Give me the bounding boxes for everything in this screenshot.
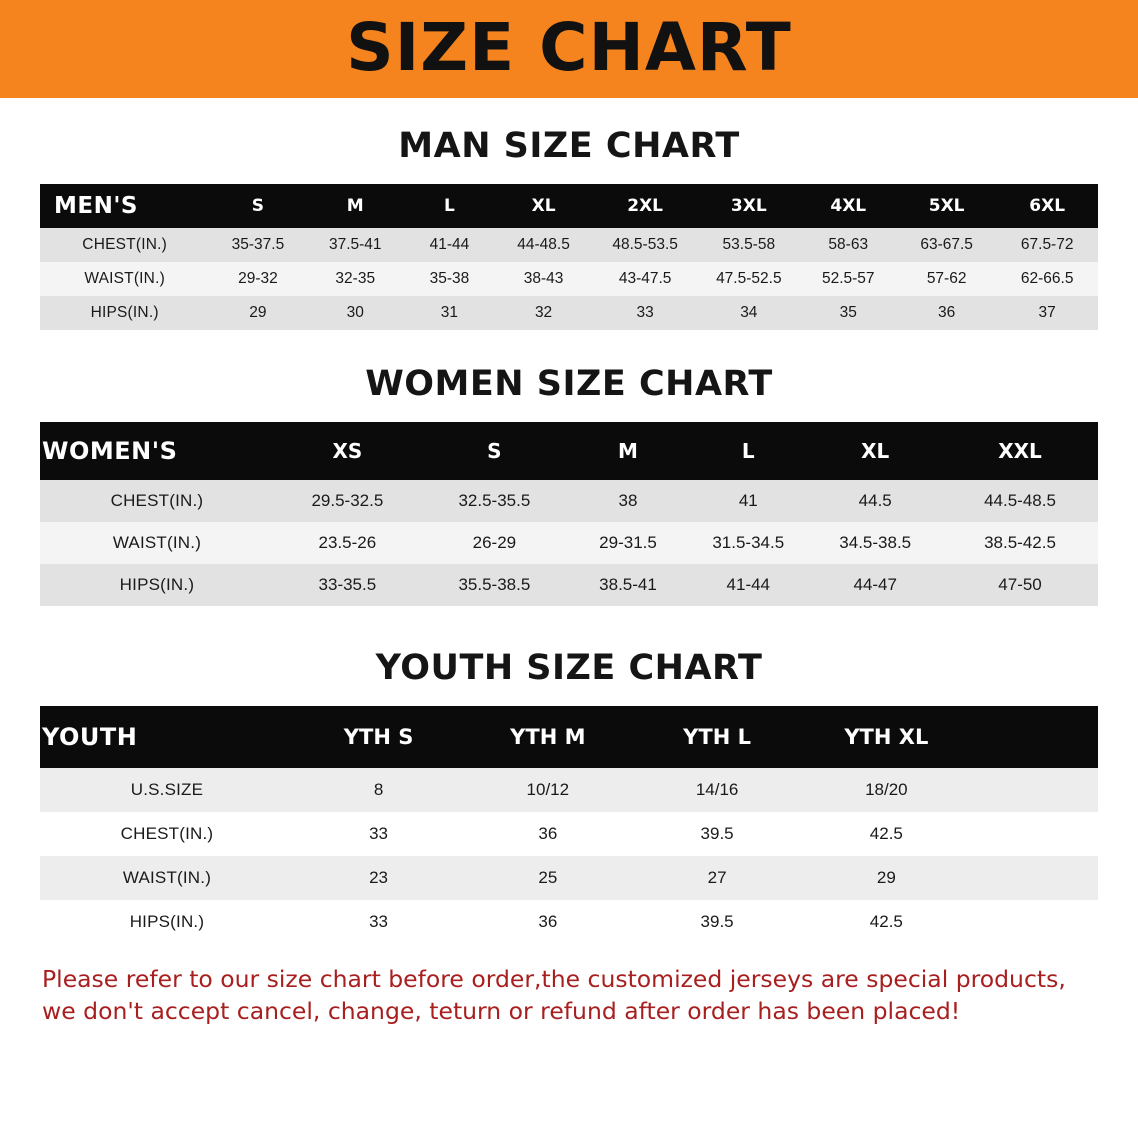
youth-cell-spacer bbox=[971, 856, 1098, 900]
youth-cell: 39.5 bbox=[632, 812, 801, 856]
youth-table-header-row bbox=[40, 706, 1098, 768]
youth-section-heading: YOUTH SIZE CHART bbox=[375, 648, 763, 688]
youth-cell: 36 bbox=[463, 900, 632, 944]
women-cell: 35.5-38.5 bbox=[421, 564, 568, 606]
man-cell: 53.5-58 bbox=[698, 228, 800, 262]
women-cell: 32.5-35.5 bbox=[421, 480, 568, 522]
man-cell: 29 bbox=[209, 296, 306, 330]
women-cell: 44.5 bbox=[808, 480, 942, 522]
women-table-wrapper bbox=[0, 422, 1138, 606]
women-header-cell: XS bbox=[274, 422, 421, 480]
women-header-cell: XXL bbox=[942, 422, 1098, 480]
man-row-label: HIPS(IN.) bbox=[40, 296, 209, 330]
man-cell: 33 bbox=[592, 296, 698, 330]
man-header-cell: MEN'S bbox=[40, 184, 209, 228]
man-header-cell: XL bbox=[495, 184, 592, 228]
women-header-cell: WOMEN'S bbox=[40, 422, 274, 480]
women-cell: 33-35.5 bbox=[274, 564, 421, 606]
man-table-wrapper bbox=[0, 184, 1138, 330]
order-policy-note-line2: we don't accept cancel, change, teturn or refund after order has been placed! bbox=[42, 996, 961, 1025]
man-header-cell: 4XL bbox=[800, 184, 897, 228]
women-cell: 38 bbox=[568, 480, 688, 522]
women-cell: 38.5-42.5 bbox=[942, 522, 1098, 564]
women-cell: 23.5-26 bbox=[274, 522, 421, 564]
table-row bbox=[40, 564, 1098, 606]
youth-header-cell: YTH L bbox=[632, 706, 801, 768]
man-cell: 41-44 bbox=[404, 228, 495, 262]
man-header-cell: L bbox=[404, 184, 495, 228]
table-row bbox=[40, 768, 1098, 812]
man-cell: 35-37.5 bbox=[209, 228, 306, 262]
man-cell: 31 bbox=[404, 296, 495, 330]
women-cell: 47-50 bbox=[942, 564, 1098, 606]
women-table-header-row bbox=[40, 422, 1098, 480]
youth-cell: 18/20 bbox=[802, 768, 971, 812]
man-cell: 58-63 bbox=[800, 228, 897, 262]
table-row bbox=[40, 522, 1098, 564]
youth-cell: 29 bbox=[802, 856, 971, 900]
man-cell: 38-43 bbox=[495, 262, 592, 296]
table-row bbox=[40, 856, 1098, 900]
women-size-table bbox=[40, 422, 1098, 606]
man-cell: 48.5-53.5 bbox=[592, 228, 698, 262]
youth-cell: 14/16 bbox=[632, 768, 801, 812]
women-cell: 29-31.5 bbox=[568, 522, 688, 564]
women-cell: 44-47 bbox=[808, 564, 942, 606]
youth-cell-spacer bbox=[971, 768, 1098, 812]
man-size-table bbox=[40, 184, 1098, 330]
women-cell: 31.5-34.5 bbox=[688, 522, 808, 564]
women-row-label: WAIST(IN.) bbox=[40, 522, 274, 564]
man-cell: 36 bbox=[897, 296, 996, 330]
man-table-header-row bbox=[40, 184, 1098, 228]
page-title: SIZE CHART bbox=[346, 9, 792, 86]
youth-row-label: HIPS(IN.) bbox=[40, 900, 294, 944]
youth-header-cell: YTH XL bbox=[802, 706, 971, 768]
man-cell: 62-66.5 bbox=[996, 262, 1098, 296]
women-header-cell: S bbox=[421, 422, 568, 480]
youth-row-label: CHEST(IN.) bbox=[40, 812, 294, 856]
man-row-label: CHEST(IN.) bbox=[40, 228, 209, 262]
youth-header-cell: YTH M bbox=[463, 706, 632, 768]
women-header-cell: L bbox=[688, 422, 808, 480]
youth-header-spacer bbox=[971, 706, 1098, 768]
women-header-cell: XL bbox=[808, 422, 942, 480]
man-cell: 35 bbox=[800, 296, 897, 330]
man-header-cell: 6XL bbox=[996, 184, 1098, 228]
youth-cell: 23 bbox=[294, 856, 463, 900]
table-row bbox=[40, 296, 1098, 330]
youth-cell: 42.5 bbox=[802, 812, 971, 856]
youth-cell: 25 bbox=[463, 856, 632, 900]
size-chart-banner bbox=[0, 0, 1138, 98]
table-row bbox=[40, 262, 1098, 296]
man-header-cell: 5XL bbox=[897, 184, 996, 228]
youth-cell: 10/12 bbox=[463, 768, 632, 812]
table-row bbox=[40, 900, 1098, 944]
youth-cell: 33 bbox=[294, 812, 463, 856]
man-header-cell: M bbox=[307, 184, 404, 228]
man-cell: 57-62 bbox=[897, 262, 996, 296]
man-cell: 29-32 bbox=[209, 262, 306, 296]
man-header-cell: S bbox=[209, 184, 306, 228]
table-row bbox=[40, 812, 1098, 856]
man-header-cell: 2XL bbox=[592, 184, 698, 228]
youth-cell: 39.5 bbox=[632, 900, 801, 944]
youth-header-cell: YTH S bbox=[294, 706, 463, 768]
youth-cell: 8 bbox=[294, 768, 463, 812]
man-section-heading: MAN SIZE CHART bbox=[398, 126, 740, 166]
youth-cell: 33 bbox=[294, 900, 463, 944]
man-cell: 30 bbox=[307, 296, 404, 330]
order-policy-note bbox=[42, 964, 1096, 1028]
women-row-label: HIPS(IN.) bbox=[40, 564, 274, 606]
man-cell: 34 bbox=[698, 296, 800, 330]
man-cell: 47.5-52.5 bbox=[698, 262, 800, 296]
man-cell: 52.5-57 bbox=[800, 262, 897, 296]
man-cell: 35-38 bbox=[404, 262, 495, 296]
youth-cell: 27 bbox=[632, 856, 801, 900]
women-cell: 41-44 bbox=[688, 564, 808, 606]
youth-size-table bbox=[40, 706, 1098, 944]
women-cell: 29.5-32.5 bbox=[274, 480, 421, 522]
youth-header-cell: YOUTH bbox=[40, 706, 294, 768]
youth-cell: 42.5 bbox=[802, 900, 971, 944]
man-header-cell: 3XL bbox=[698, 184, 800, 228]
man-cell: 37 bbox=[996, 296, 1098, 330]
women-section-heading: WOMEN SIZE CHART bbox=[365, 364, 773, 404]
women-cell: 38.5-41 bbox=[568, 564, 688, 606]
man-cell: 43-47.5 bbox=[592, 262, 698, 296]
table-row bbox=[40, 480, 1098, 522]
order-policy-note-line1: Please refer to our size chart before order,the customized jerseys are special products, bbox=[42, 965, 1066, 993]
man-row-label: WAIST(IN.) bbox=[40, 262, 209, 296]
youth-cell-spacer bbox=[971, 900, 1098, 944]
youth-table-wrapper bbox=[0, 706, 1138, 944]
man-cell: 32-35 bbox=[307, 262, 404, 296]
man-cell: 63-67.5 bbox=[897, 228, 996, 262]
youth-cell-spacer bbox=[971, 812, 1098, 856]
women-cell: 26-29 bbox=[421, 522, 568, 564]
man-cell: 32 bbox=[495, 296, 592, 330]
women-header-cell: M bbox=[568, 422, 688, 480]
youth-row-label: WAIST(IN.) bbox=[40, 856, 294, 900]
man-cell: 37.5-41 bbox=[307, 228, 404, 262]
man-cell: 67.5-72 bbox=[996, 228, 1098, 262]
women-cell: 34.5-38.5 bbox=[808, 522, 942, 564]
table-row bbox=[40, 228, 1098, 262]
women-cell: 41 bbox=[688, 480, 808, 522]
man-cell: 44-48.5 bbox=[495, 228, 592, 262]
women-cell: 44.5-48.5 bbox=[942, 480, 1098, 522]
youth-row-label: U.S.SIZE bbox=[40, 768, 294, 812]
youth-cell: 36 bbox=[463, 812, 632, 856]
women-row-label: CHEST(IN.) bbox=[40, 480, 274, 522]
